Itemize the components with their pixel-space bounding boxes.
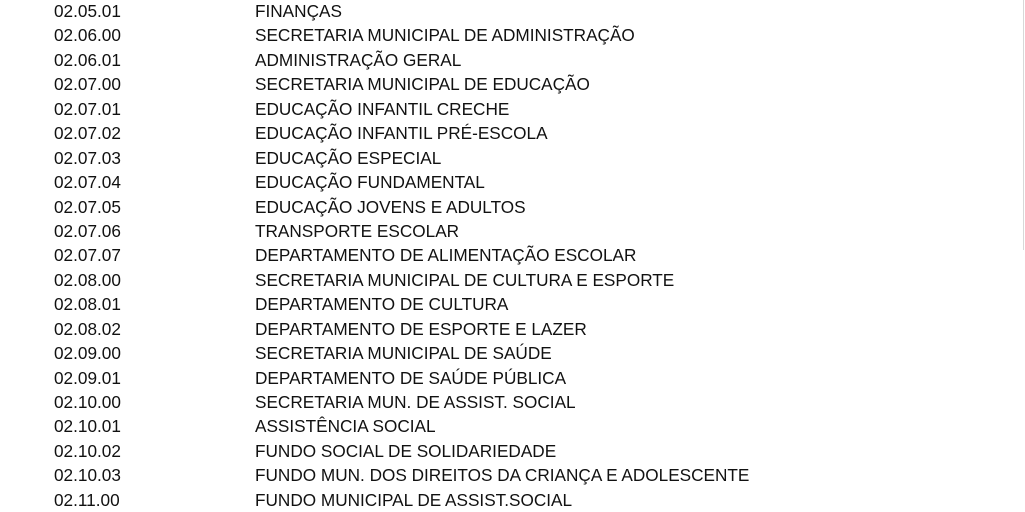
list-item [0,414,1015,438]
unit-code: 02.10.00 [54,392,121,412]
unit-description: EDUCAÇÃO FUNDAMENTAL [255,172,485,193]
unit-description: SECRETARIA MUNICIPAL DE SAÚDE [255,343,552,364]
unit-description: ASSISTÊNCIA SOCIAL [255,416,436,437]
unit-description: SECRETARIA MUNICIPAL DE CULTURA E ESPORTE [255,269,675,290]
unit-description: SECRETARIA MUNICIPAL DE EDUCAÇÃO [255,74,590,95]
unit-description: EDUCAÇÃO INFANTIL CRECHE [255,98,510,119]
list-item [0,0,1015,23]
unit-code: 02.06.00 [54,25,121,46]
list-item [0,170,1015,194]
unit-code: 02.08.02 [54,318,121,339]
unit-code: 02.07.00 [54,74,121,95]
unit-description: DEPARTAMENTO DE SAÚDE PÚBLICA [255,367,567,388]
unit-code: 02.08.01 [54,294,121,315]
list-item [0,317,1015,341]
list-item [0,146,1015,170]
list-item [0,341,1015,365]
list-item [0,121,1015,145]
list-item [0,219,1015,243]
unit-description: DEPARTAMENTO DE ESPORTE E LAZER [255,318,587,339]
unit-code: 02.10.03 [54,465,121,486]
unit-code: 02.07.03 [54,147,121,168]
unit-code: 02.07.04 [54,172,121,193]
unit-code: 02.07.06 [54,220,121,241]
list-item [0,292,1015,316]
unit-code: 02.07.01 [54,98,121,119]
unit-description: EDUCAÇÃO JOVENS E ADULTOS [255,196,526,217]
unit-description: EDUCAÇÃO INFANTIL PRÉ-ESCOLA [255,123,548,144]
list-item [0,390,1015,414]
unit-description: FUNDO SOCIAL DE SOLIDARIEDADE [255,440,557,461]
unit-description: SECRETARIA MUN. DE ASSIST. SOCIAL [255,392,576,412]
unit-code: 02.10.02 [54,440,121,461]
unit-description: SECRETARIA MUNICIPAL DE ADMINISTRAÇÃO [255,25,635,46]
unit-code: 02.05.01 [54,1,121,21]
unit-code: 02.07.07 [54,245,121,266]
list-item [0,72,1015,96]
page-edge-divider [1023,0,1024,250]
unit-description: EDUCAÇÃO ESPECIAL [255,147,442,168]
list-item [0,463,1015,487]
unit-description: ADMINISTRAÇÃO GERAL [255,49,462,70]
unit-description: DEPARTAMENTO DE CULTURA [255,294,509,315]
unit-description: FUNDO MUN. DOS DIREITOS DA CRIANÇA E ADOLESCENTE [255,465,750,486]
list-item [0,366,1015,390]
unit-code: 02.11.00 [54,489,120,510]
unit-description: FUNDO MUNICIPAL DE ASSIST.SOCIAL [255,489,573,510]
list-item [0,195,1015,219]
unit-code: 02.07.02 [54,123,121,144]
list-item [0,488,1015,512]
list-item [0,23,1015,47]
unit-code: 02.09.01 [54,367,121,388]
list-item [0,439,1015,463]
list-item [0,48,1015,72]
unit-code: 02.09.00 [54,343,121,364]
unit-description: DEPARTAMENTO DE ALIMENTAÇÃO ESCOLAR [255,245,637,266]
unit-code: 02.06.01 [54,49,121,70]
unit-code: 02.08.00 [54,269,121,290]
unit-code: 02.10.01 [54,416,121,437]
list-item [0,97,1015,121]
list-item [0,243,1015,267]
list-item [0,268,1015,292]
unit-description: FINANÇAS [255,1,342,21]
unit-code: 02.07.05 [54,196,121,217]
unit-description: TRANSPORTE ESCOLAR [255,220,460,241]
